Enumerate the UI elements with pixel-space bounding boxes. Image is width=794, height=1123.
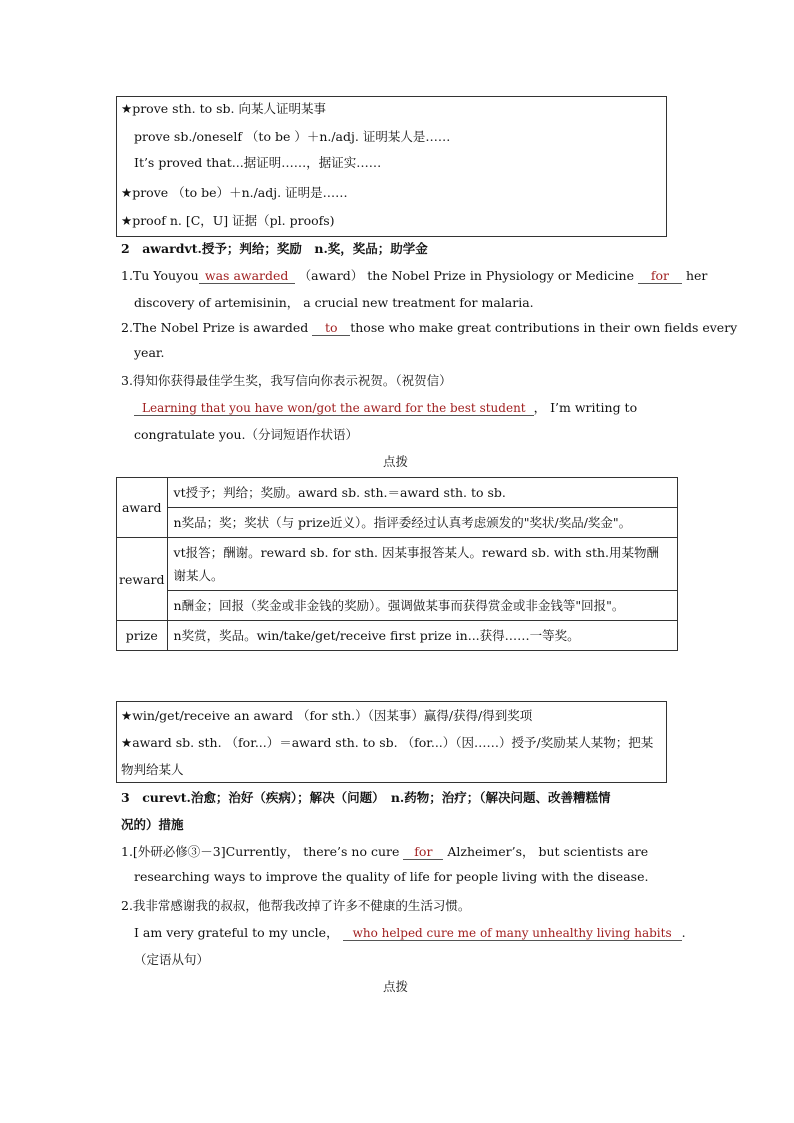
award-heading: 2 awardvt.授予；判给；奖励 n.奖，奖品；助学金 xyxy=(121,241,428,256)
award-question-3-answer-line xyxy=(134,398,637,416)
table-row xyxy=(117,478,678,508)
q1-answer-blank: was awarded xyxy=(199,268,295,284)
award-question-2 xyxy=(121,320,737,336)
cure-question-2-answer-line xyxy=(134,923,686,941)
word-cell-reward: reward xyxy=(117,538,168,621)
award-question-2-line2: year. xyxy=(134,345,165,360)
award-usage-line-2: ★award sb. sth. （for...）＝award sth. to sb. （for...）（因……）授予/奖励某人某物；把某 xyxy=(121,735,654,750)
q2-answer-blank: to xyxy=(312,320,350,336)
award-question-1 xyxy=(121,266,707,284)
cure-q1-prefix: 1.[外研必修③－3]Currently， there’s no cure xyxy=(121,844,400,859)
cure-question-1-line2: researching ways to improve the quality of life for people living with the disease. xyxy=(134,869,649,884)
def-cell: n奖赏，奖品。win/take/get/receive first prize in...获得……一等奖。 xyxy=(167,621,677,651)
q1-suffix: her xyxy=(685,268,708,283)
def-cell: n酬金；回报（奖金或非金钱的奖励）。强调做某事而获得赏金或非金钱等"回报"。 xyxy=(167,591,677,621)
cure-q2-answer-blank: who helped cure me of many unhealthy living habits xyxy=(343,926,682,941)
table-row xyxy=(117,591,678,621)
cure-heading: 3 curevt.治愈；治好（疾病）；解决（问题） n.药物；治疗；（解决问题、改善糟糕情 xyxy=(121,790,611,805)
award-usage-line-3: 物判给某人 xyxy=(121,762,184,777)
def-cell: vt授予；判给；奖励。award sb. sth.＝award sth. to sb. xyxy=(167,478,677,508)
award-comparison-table xyxy=(116,477,678,651)
prove-line-5: ★proof n. [C，U] 证据（pl. proofs) xyxy=(121,213,335,228)
q2-prefix: 2.The Nobel Prize is awarded xyxy=(121,320,309,335)
table-row xyxy=(117,538,678,591)
def-cell: n奖品；奖；奖状（与 prize近义）。指评委经过认真考虑颁发的"奖状/奖品/奖金"。 xyxy=(167,508,677,538)
cure-question-1 xyxy=(121,842,648,860)
tip-title-1: 点拨 xyxy=(383,454,409,469)
award-question-3-line2: congratulate you.（分词短语作状语） xyxy=(134,427,359,442)
cure-q1-suffix: Alzheimer’s， but scientists are xyxy=(447,844,649,859)
q2-suffix: those who make great contributions in their own fields every xyxy=(350,320,738,335)
q3-suffix: ， I’m writing to xyxy=(533,400,638,415)
q1-middle: （award） the Nobel Prize in Physiology or Medicine xyxy=(298,268,634,283)
table-row xyxy=(117,621,678,651)
q1-prefix: 1.Tu Youyou xyxy=(121,268,199,283)
table-row xyxy=(117,508,678,538)
cure-question-2-prompt: 2.我非常感谢我的叔叔，他帮我改掉了许多不健康的生活习惯。 xyxy=(121,898,471,913)
prove-line-1: ★prove sth. to sb. 向某人证明某事 xyxy=(121,101,326,116)
cure-q2-prefix: I am very grateful to my uncle， xyxy=(134,925,339,940)
q1-answer-blank-2: for xyxy=(638,268,682,284)
tip-title-2: 点拨 xyxy=(383,979,409,994)
award-usage-line-1: ★win/get/receive an award （for sth.）（因某事）赢得/获得/得到奖项 xyxy=(121,708,533,723)
q3-answer-blank: Learning that you have won/got the award for the best student xyxy=(134,401,534,416)
prove-line-2: prove sb./oneself （to be ）＋n./adj. 证明某人是…… xyxy=(134,129,451,144)
prove-line-4: ★prove （to be）＋n./adj. 证明是…… xyxy=(121,185,348,200)
award-question-1-line2: discovery of artemisinin， a crucial new treatment for malaria. xyxy=(134,295,534,310)
def-cell: vt报答；酬谢。reward sb. for sth. 因某事报答某人。reward sb. with sth.用某物酬谢某人。 xyxy=(167,538,677,591)
word-cell-award: award xyxy=(117,478,168,538)
cure-question-2-line2: （定语从句） xyxy=(134,952,210,967)
cure-q1-answer-blank: for xyxy=(403,844,443,860)
cure-q2-suffix: . xyxy=(681,925,686,940)
prove-line-3: It’s proved that...据证明……，据证实…… xyxy=(134,155,382,170)
word-cell-prize: prize xyxy=(117,621,168,651)
cure-heading-line2: 况的）措施 xyxy=(121,817,184,832)
award-question-3-prompt: 3.得知你获得最佳学生奖，我写信向你表示祝贺。（祝贺信） xyxy=(121,373,452,388)
